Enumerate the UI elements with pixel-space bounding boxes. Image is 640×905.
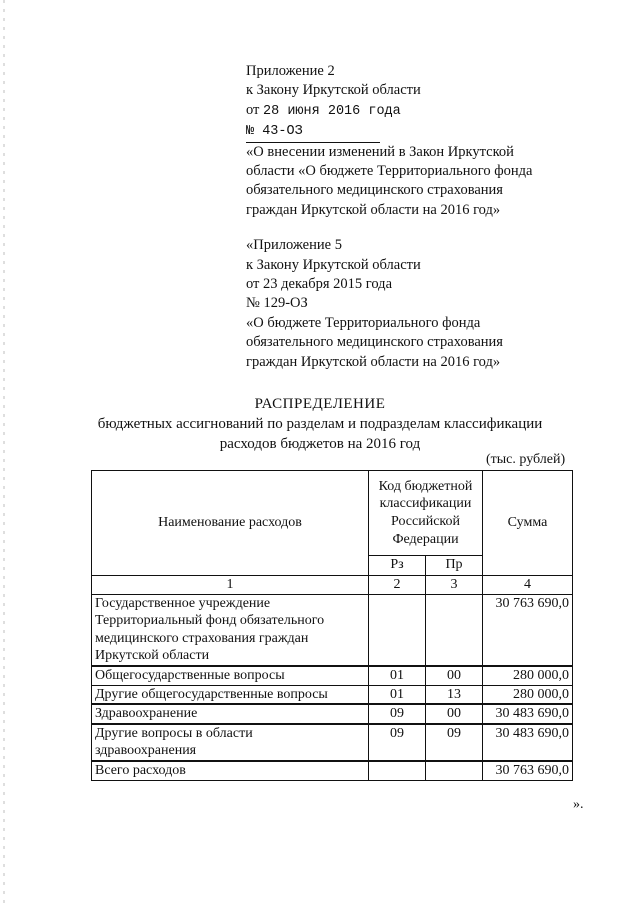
row-sum: 30 483 690,0 — [483, 704, 573, 724]
table-row-total — [92, 761, 573, 780]
column-header-code: Код бюджетной классификации Российской Федерации — [369, 471, 483, 556]
prior-appendix-line-6: обязательного медицинского страхования — [246, 334, 503, 351]
prior-appendix-line-4: № 129-ОЗ — [246, 295, 308, 312]
prior-appendix-line-2: к Закону Иркутской области — [246, 256, 421, 273]
row-rz: 01 — [369, 685, 426, 704]
column-header-sum: Сумма — [483, 471, 573, 576]
row-sum: 280 000,0 — [483, 685, 573, 704]
row-name: Всего расходов — [92, 761, 369, 780]
row-pr — [426, 761, 483, 780]
closing-quote-mark: ». — [573, 797, 584, 812]
row-sum: 30 763 690,0 — [483, 761, 573, 780]
column-header-name: Наименование расходов — [92, 471, 369, 576]
prior-appendix-line-7: граждан Иркутской области на 2016 год» — [246, 353, 501, 370]
prior-appendix-line-1: «Приложение 5 — [246, 237, 342, 254]
row-sum: 30 763 690,0 — [483, 594, 573, 666]
document-subtitle-line-2: расходов бюджетов на 2016 год — [219, 436, 421, 452]
budget-allocation-table — [91, 470, 573, 781]
column-header-rz: Рз — [369, 556, 426, 576]
amending-title-line-4: граждан Иркутской области на 2016 год» — [246, 201, 501, 218]
law-number-value: № 43-ОЗ — [246, 122, 380, 142]
table-row — [92, 704, 573, 724]
units-label: (тыс. рублей) — [486, 452, 566, 467]
law-reference: к Закону Иркутской области — [246, 82, 421, 99]
table-index-row — [92, 576, 573, 595]
row-rz: 09 — [369, 704, 426, 724]
table-row — [92, 666, 573, 685]
row-sum: 30 483 690,0 — [483, 724, 573, 761]
row-rz: 01 — [369, 666, 426, 685]
adoption-date — [246, 101, 586, 121]
amending-title-line-1: «О внесении изменений в Закон Иркутской — [246, 143, 514, 160]
row-name: Здравоохранение — [92, 704, 369, 724]
index-cell: 3 — [426, 576, 483, 595]
column-header-pr: Пр — [426, 556, 483, 576]
table-row — [92, 724, 573, 761]
row-pr: 00 — [426, 704, 483, 724]
date-value: 28 июня 2016 года — [263, 103, 401, 119]
row-name: Другие общегосударственные вопросы — [92, 685, 369, 704]
document-title: РАСПРЕДЕЛЕНИЕ — [254, 396, 386, 412]
row-name: Государственное учреждение Территориальный фонд обязательного медицинского страхования граждан Иркутской области — [92, 594, 369, 666]
index-cell: 2 — [369, 576, 426, 595]
prior-appendix-line-5: «О бюджете Территориального фонда — [246, 314, 481, 331]
row-rz — [369, 594, 426, 666]
prior-appendix-line-3: от 23 декабря 2015 года — [246, 276, 392, 293]
document-title-block — [0, 394, 640, 454]
amending-title-line-3: обязательного медицинского страхования — [246, 182, 503, 199]
row-pr: 09 — [426, 724, 483, 761]
index-cell: 1 — [92, 576, 369, 595]
table-row — [92, 594, 573, 666]
row-rz — [369, 761, 426, 780]
row-sum: 280 000,0 — [483, 666, 573, 685]
index-cell: 4 — [483, 576, 573, 595]
row-rz: 09 — [369, 724, 426, 761]
amending-title-line-2: области «О бюджете Территориального фонда — [246, 163, 533, 180]
document-subtitle-line-1: бюджетных ассигнований по разделам и подразделам классификации — [97, 416, 543, 432]
row-name: Другие вопросы в области здравоохранения — [92, 724, 369, 761]
row-pr: 00 — [426, 666, 483, 685]
law-number — [246, 121, 586, 142]
table-row — [92, 685, 573, 704]
row-pr: 13 — [426, 685, 483, 704]
appendix-label: Приложение 2 — [246, 63, 335, 79]
row-name: Общегосударственные вопросы — [92, 666, 369, 685]
date-prefix: от — [246, 101, 260, 118]
row-pr — [426, 594, 483, 666]
table-header-row — [92, 471, 573, 556]
law-header — [246, 62, 586, 372]
